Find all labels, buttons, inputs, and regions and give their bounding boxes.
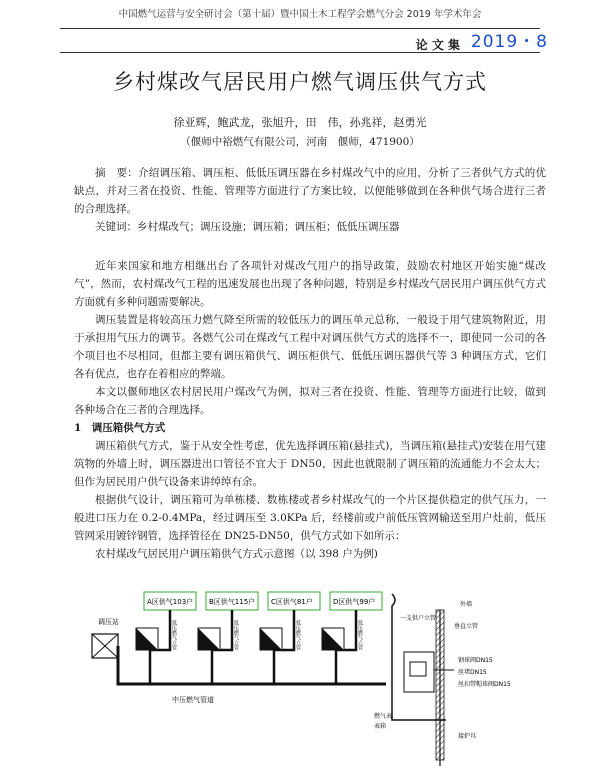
affiliation: （偃师中裕燃气有限公司，河南 偃师，471900） — [180, 136, 420, 148]
zone-d-label: D区供气99户 — [333, 598, 376, 606]
meter-label: 燃气表 — [374, 713, 393, 720]
section-paragraph-2: 根据供气设计，调压箱可为单栋楼、数栋楼或者乡村煤改气的一个片区提供稳定的供气压力，一般进口压力在 0.2-0.4MPa，经过调压至 3.0KPa 后，经楼前或户前低压管网输送至用户灶前，低压管网采用镀锌钢管，选择管径在 DN25-DN50，供气方式如下如所示： — [74, 494, 546, 542]
header-rule-2 — [60, 52, 540, 53]
body-intro — [74, 257, 546, 563]
zone-a-riser-label: 低压燃气立管 — [171, 620, 177, 650]
figure-caption: 农村煤改气居民用户调压箱供气方式示意图（以 398 户为例) — [95, 548, 378, 560]
paper-title: 乡村煤改气居民用户燃气调压供气方式 — [113, 70, 487, 94]
abstract-block — [74, 164, 546, 236]
zone-c — [260, 592, 320, 684]
section-heading: 1 调压箱供气方式 — [74, 422, 166, 434]
issue-date: 2019・8 — [470, 32, 548, 52]
gas-meter — [410, 662, 426, 676]
wall-label: 外墙 — [460, 601, 473, 608]
section-paragraph-1: 调压箱供气方式，鉴于从安全性考虑，优先选择调压箱(悬挂式)，当调压箱(悬挂式)安装在用气建筑物的外墙上时，调压器进出口管径不宜大于 DN50，因此也就限制了调压箱的流通能力不会太大；但作为居民用户供气设备来讲绰绰有余。 — [74, 440, 546, 488]
zone-a — [136, 592, 196, 684]
branch-label: 一支供户立管 — [400, 615, 437, 622]
source-x — [92, 634, 118, 658]
zone-a-label: A区供气103户 — [147, 598, 194, 606]
zone-c-label: C区供气81户 — [271, 598, 313, 606]
zone-b-label: B区供气115户 — [209, 598, 256, 606]
main-pipe — [118, 646, 386, 684]
section-label: 论 文 集 — [415, 38, 460, 52]
zone-d — [322, 592, 382, 684]
supply-diagram — [74, 590, 554, 768]
conference-header: 中国燃气运营与安全研讨会（第十届）暨中国土木工程学会燃气分会 2019 年学术年会 — [118, 9, 482, 20]
keywords: 关键词：乡村煤改气；调压设施；调压箱；调压柜；低低压调压器 — [95, 221, 400, 233]
zone-d-riser-label: 低压燃气立管 — [357, 620, 363, 650]
zone-b — [198, 592, 258, 684]
main-pipe-label: 中压燃气管道 — [172, 696, 214, 704]
meterbox-label: 表箱 — [374, 723, 387, 730]
right-schematic — [374, 594, 511, 766]
header-rule — [60, 28, 540, 29]
valve3-label: 丝扣带帽球阀DN15 — [458, 681, 511, 688]
zone-c-riser-label: 低压燃气立管 — [295, 620, 301, 650]
intro-paragraph-2: 调压装置是将较高压力燃气降至所需的较低压力的调压单元总称，一般设于用气建筑物附近，用于承担用气压力的调节。各燃气公司在煤改气工程中对调压供气方式的选择不一，即使同一公司的各个项目也不尽相同，但都主要有调压箱供气、调压柜供气、低低压调压器供气等 3 种调压方式，它们各有优点，也存在着相应的弊端。 — [74, 314, 546, 380]
valve1-label: 钢球阀DN15 — [458, 657, 493, 664]
intro-paragraph-1: 近年来国家和地方相继出台了各项针对煤改气用户的指导政策，鼓励农村地区开始实施“煤改气”，然而，农村煤改气工程的迅速发展也出现了各种问题，特别是乡村煤改气居民用户调压供气方式方面就有多种问题需要解决。 — [74, 260, 546, 308]
intro-paragraph-3: 本文以偃师地区农村居民用户煤改气为例，拟对三者在投资、性能、管理等方面进行比较，做到各种场合在三者的合理选择。 — [74, 386, 546, 416]
left-schematic — [92, 592, 386, 704]
valve2-label: 丝堵DN15 — [458, 669, 487, 676]
zone-b-riser-label: 低压燃气立管 — [233, 620, 239, 650]
authors: 徐亚辉，鲍武龙，张旭升，田 伟，孙兆祥，赵勇光 — [173, 116, 427, 129]
vertical-label: 垂直立管 — [454, 623, 479, 630]
abstract: 摘 要：介绍调压箱、调压柜、低低压调压器在乡村煤改气中的应用，分析了三者供气方式的优缺点，并对三者在投资、性能、管理等方面进行了方案比较，以便能够做到在各种供气场合进行三者的合理选择。 — [74, 167, 546, 215]
source-label: 调压站 — [98, 618, 119, 626]
connector-label: 接炉具 — [458, 733, 477, 740]
